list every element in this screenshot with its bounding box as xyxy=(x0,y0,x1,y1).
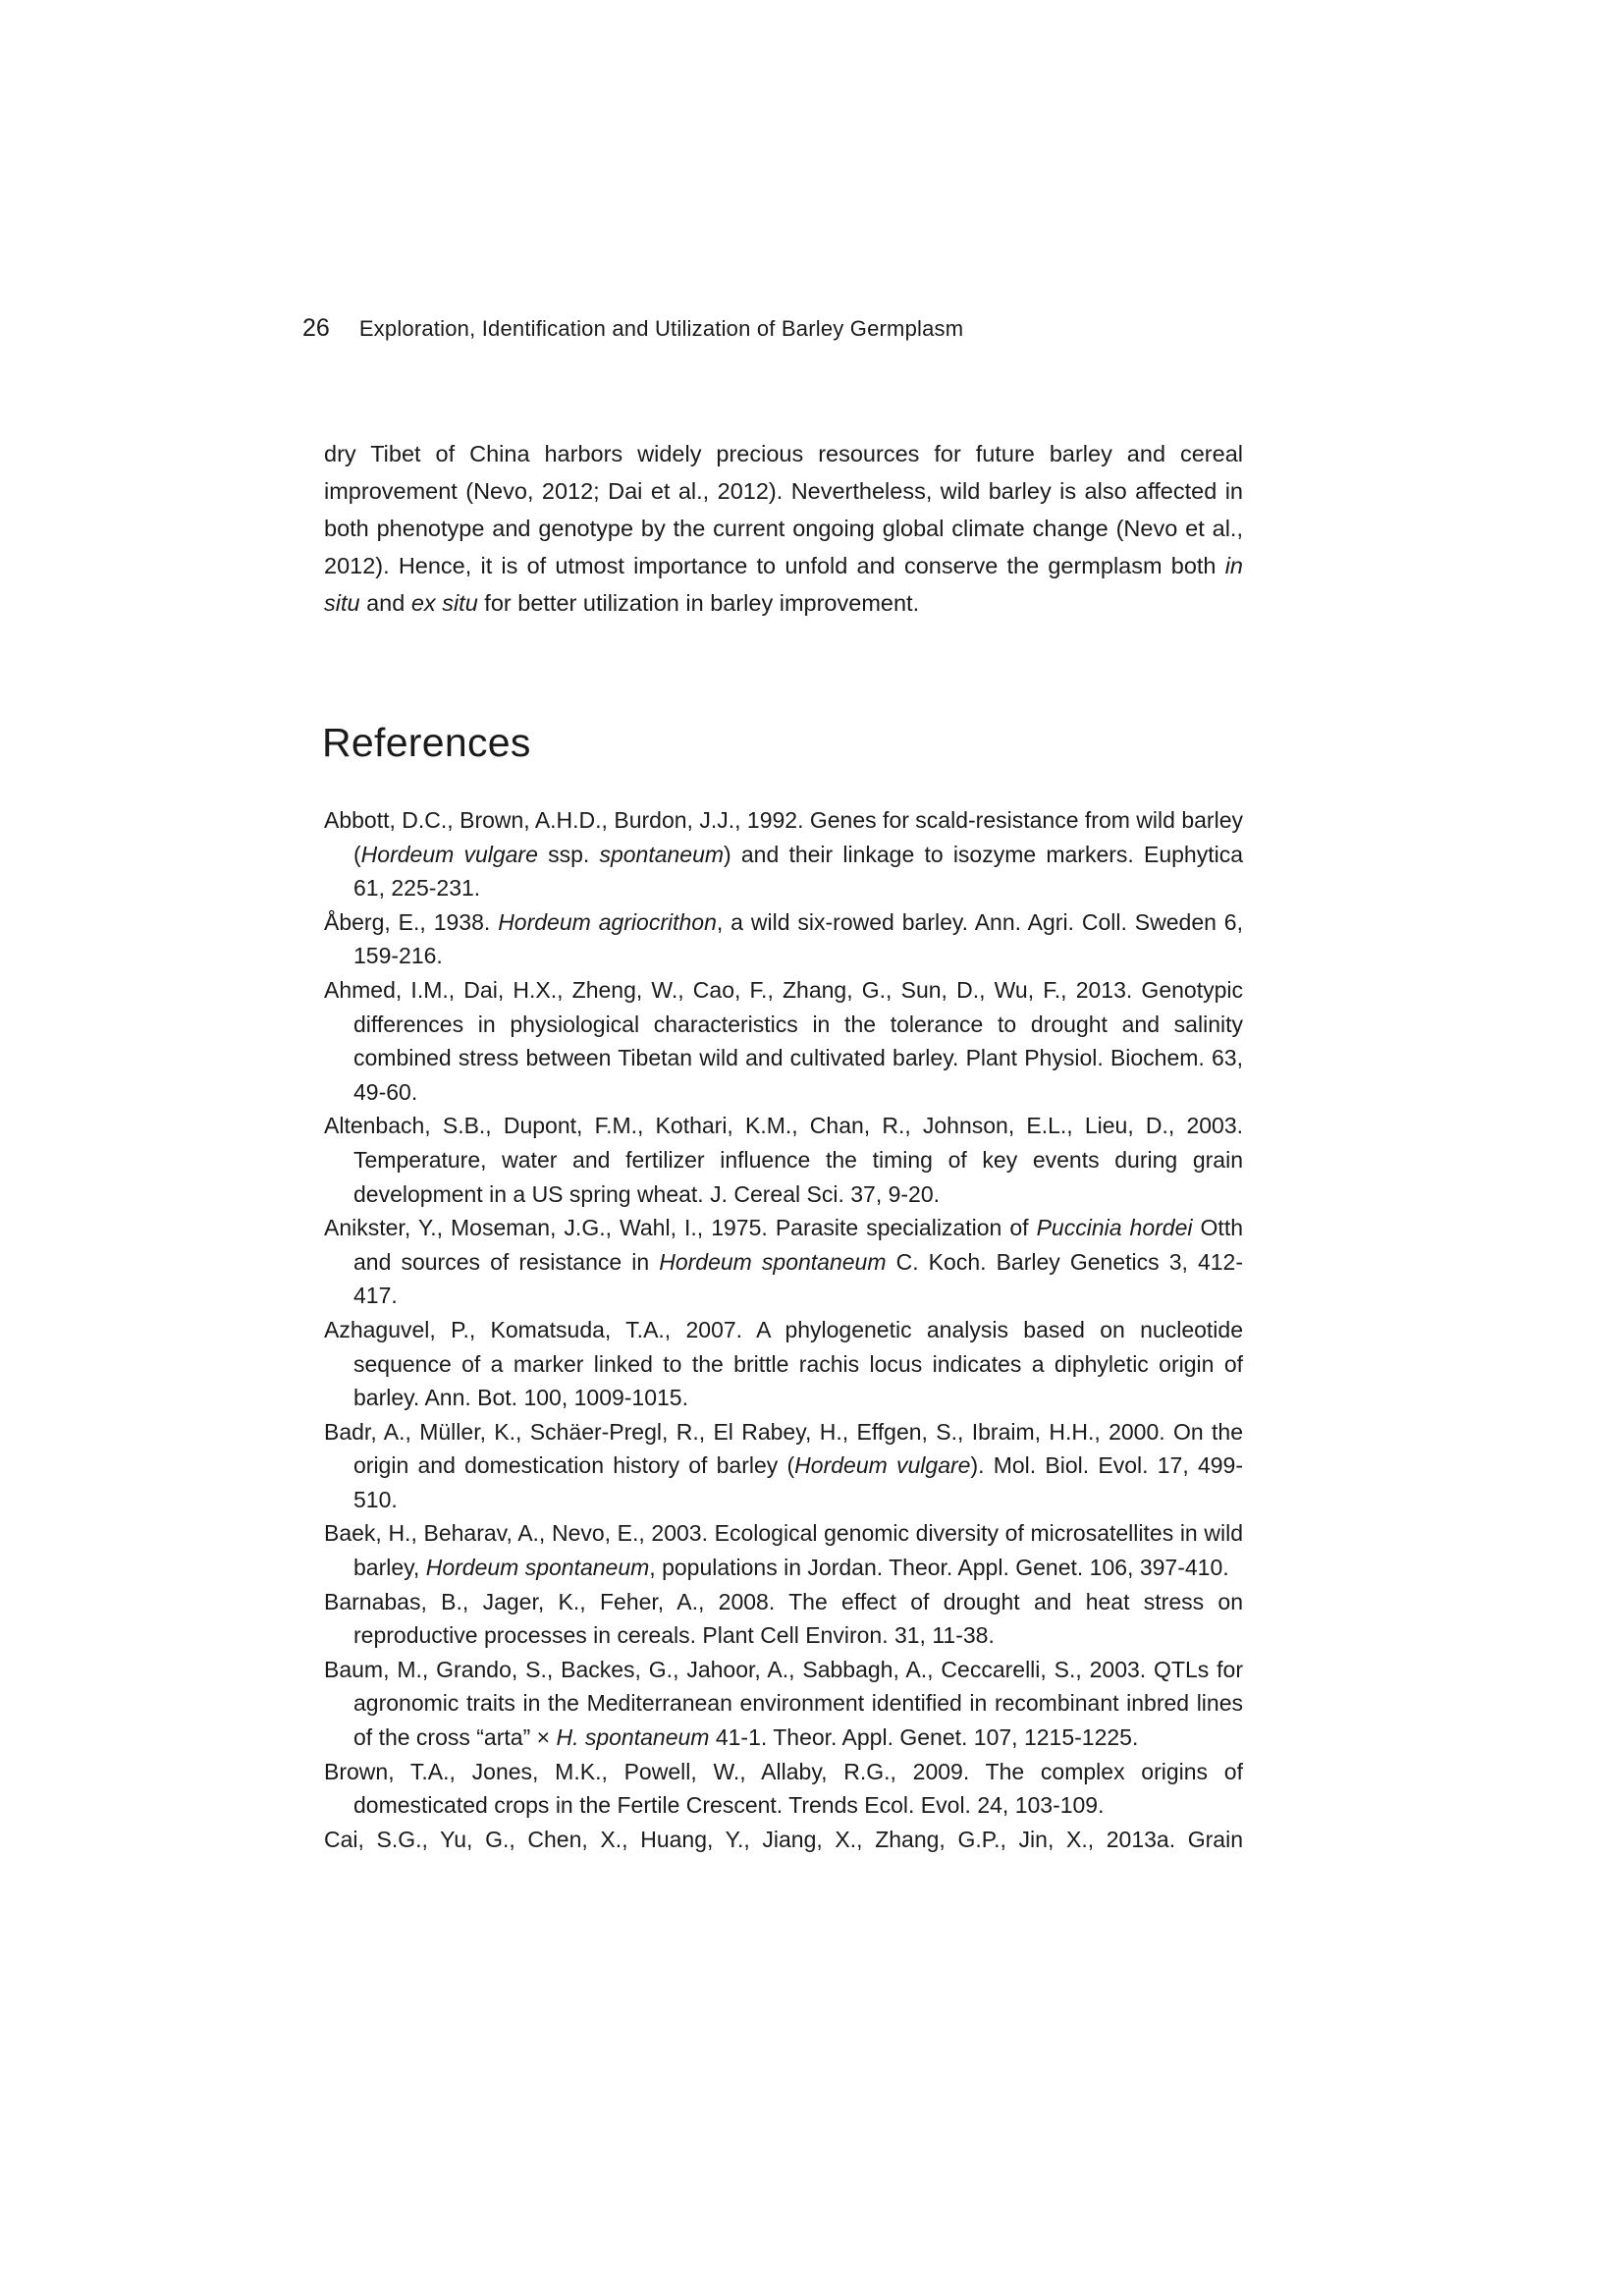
page-number: 26 xyxy=(302,314,330,342)
reference-item: Åberg, E., 1938. Hordeum agriocrithon, a wild six-rowed barley. Ann. Agri. Coll. Sweden 6, 159-216. xyxy=(324,908,1243,969)
reference-item: Baum, M., Grando, S., Backes, G., Jahoor, A., Sabbagh, A., Ceccarelli, S., 2003. QTLs for agronomic traits in the Mediterranean environment identified in recombinant inbred lines of the cross “arta” × H. spontaneum 41-1. Theor. Appl. Genet. 107, 1215-1225. xyxy=(324,1656,1243,1751)
references-heading: References xyxy=(322,720,531,765)
reference-item: Anikster, Y., Moseman, J.G., Wahl, I., 1975. Parasite specialization of Puccinia hordei Otth and sources of resistance in Hordeum spontaneum C. Koch. Barley Genetics 3, 412-417. xyxy=(324,1215,1244,1309)
references-list xyxy=(324,803,1243,1856)
reference-item: Barnabas, B., Jager, K., Feher, A., 2008. The effect of drought and heat stress on reproductive processes in cereals. Plant Cell Environ. 31, 11-38. xyxy=(324,1588,1243,1649)
reference-item: Abbott, D.C., Brown, A.H.D., Burdon, J.J., 1992. Genes for scald-resistance from wild barley (Hordeum vulgare ssp. spontaneum) and their linkage to isozyme markers. Euphytica 61, 225-231. xyxy=(324,807,1243,902)
reference-item: Badr, A., Müller, K., Schäer-Pregl, R., El Rabey, H., Effgen, S., Ibraim, H.H., 2000. On the origin and domestication history of barley (Hordeum vulgare). Mol. Biol. Evol. 17, 499-510. xyxy=(324,1418,1243,1512)
page-header xyxy=(302,314,963,343)
reference-item: Altenbach, S.B., Dupont, F.M., Kothari, K.M., Chan, R., Johnson, E.L., Lieu, D., 2003. Temperature, water and fertilizer influence the timing of key events during grain development in a US spring wheat. J. Cereal Sci. 37, 9-20. xyxy=(324,1113,1243,1207)
intro-paragraph: dry Tibet of China harbors widely precious resources for future barley and cereal improvement (Nevo, 2012; Dai et al., 2012). Nevertheless, wild barley is also affected in both phenotype and genotype by the current ongoing global climate change (Nevo et al., 2012). Hence, it is of utmost importance to unfold and conserve the germplasm both in situ and ex situ for better utilization in barley improvement. xyxy=(324,441,1243,616)
running-title: Exploration, Identification and Utilization of Barley Germplasm xyxy=(358,316,964,341)
reference-item: Brown, T.A., Jones, M.K., Powell, W., Allaby, R.G., 2009. The complex origins of domesticated crops in the Fertile Crescent. Trends Ecol. Evol. 24, 103-109. xyxy=(324,1758,1243,1819)
reference-item: Cai, S.G., Yu, G., Chen, X., Huang, Y., Jiang, X., Zhang, G.P., Jin, X., 2013a. Grain xyxy=(324,1826,1243,1852)
reference-item: Baek, H., Beharav, A., Nevo, E., 2003. Ecological genomic diversity of microsatellites in wild barley, Hordeum spontaneum, populations in Jordan. Theor. Appl. Genet. 106, 397-410. xyxy=(324,1520,1243,1581)
reference-item: Azhaguvel, P., Komatsuda, T.A., 2007. A phylogenetic analysis based on nucleotide sequence of a marker linked to the brittle rachis locus indicates a diphyletic origin of barley. Ann. Bot. 100, 1009-1015. xyxy=(324,1316,1243,1411)
reference-item: Ahmed, I.M., Dai, H.X., Zheng, W., Cao, F., Zhang, G., Sun, D., Wu, F., 2013. Genotypic differences in physiological characteristics in the tolerance to drought and salinity combined stress between Tibetan wild and cultivated barley. Plant Physiol. Biochem. 63, 49-60. xyxy=(324,976,1243,1105)
